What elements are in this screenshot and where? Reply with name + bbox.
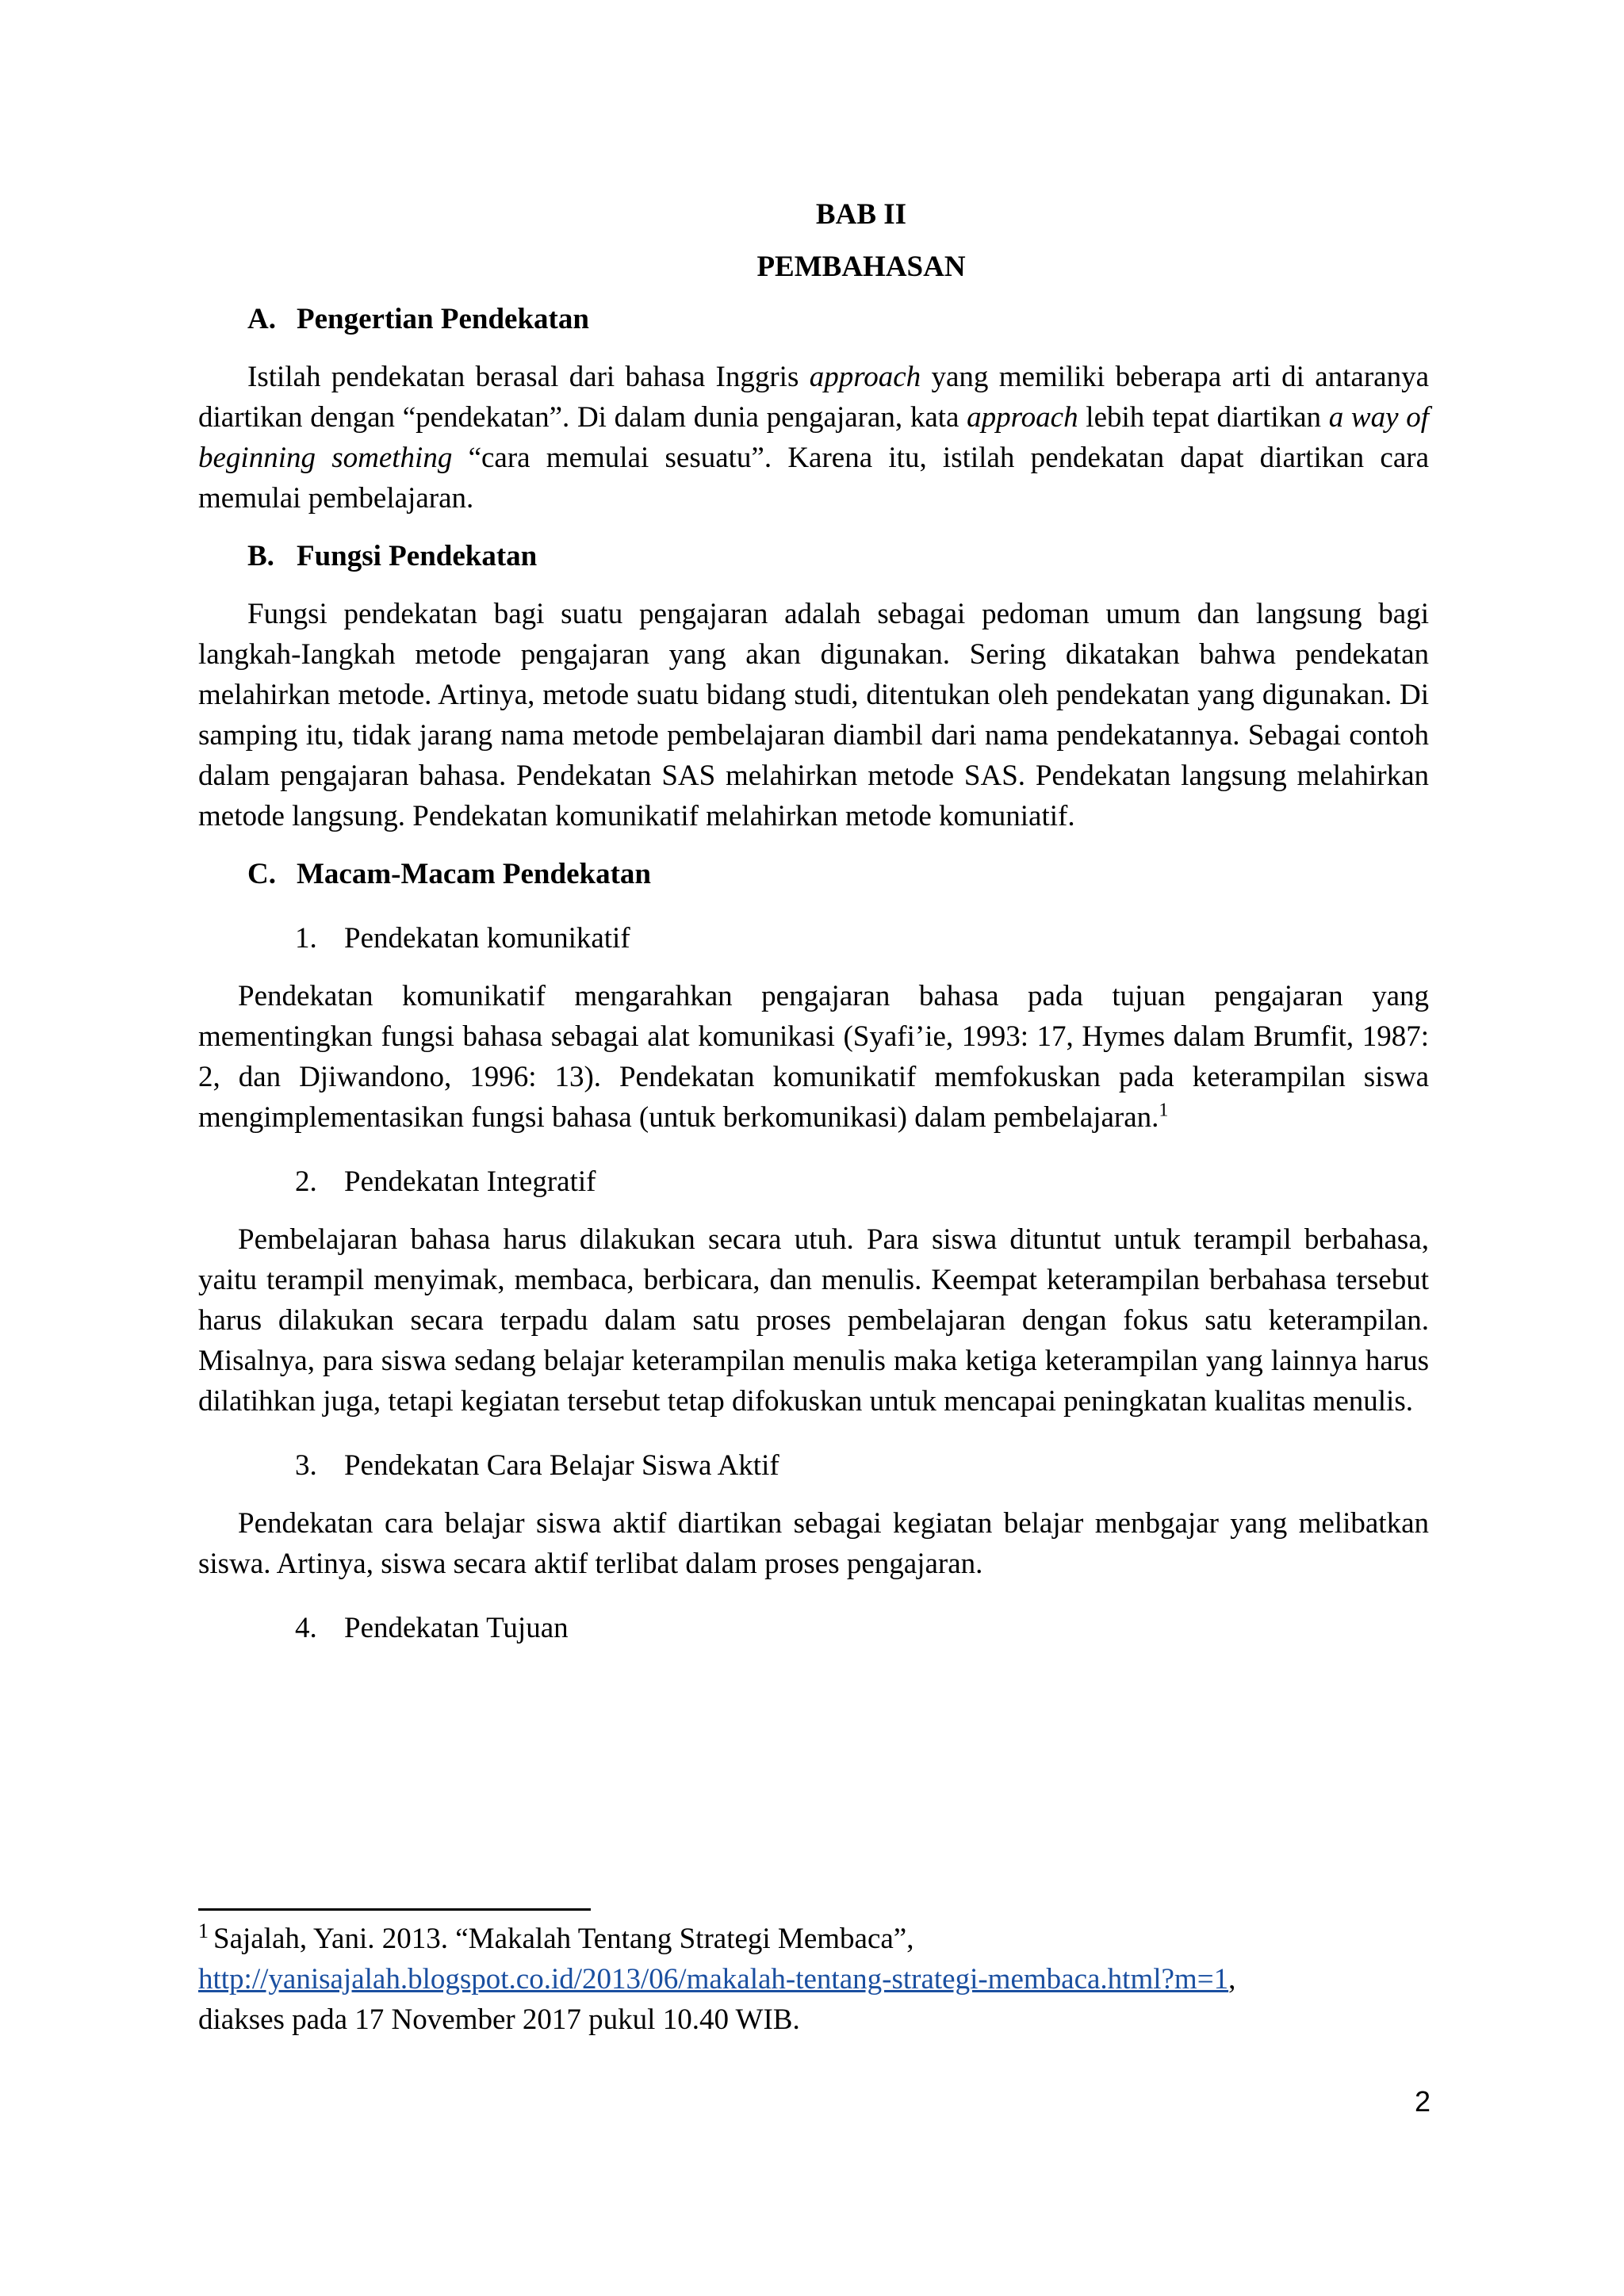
footnote [198,1919,1435,2040]
list-item-title: Pendekatan Cara Belajar Siswa Aktif [344,1449,779,1482]
page-number: 2 [1414,2085,1431,2118]
chapter-title: PEMBAHASAN [756,251,966,283]
list-item-number: 1. [295,922,317,955]
footnote-line-2 [198,1959,1435,1999]
section-c-letter: C. [247,858,276,890]
list-item-paragraph: Pendekatan cara belajar siswa aktif diartikan sebagai kegiatan belajar menbgajar yang melibatkan siswa. Artinya, siswa secara aktif terlibat dalam proses pengajaran. [198,1507,1429,1580]
section-a-heading [247,299,1429,339]
section-b-title: Fungsi Pendekatan [297,540,538,572]
footnote-citation: Sajalah, Yani. 2013. “Makalah Tentang Strategi Membaca”, [213,1923,914,1955]
footnote-mark: 1 [198,1919,209,1942]
section-a-title: Pengertian Pendekatan [297,303,589,335]
footnote-comma: , [1228,1963,1236,1996]
footnote-accessed: diakses pada 17 November 2017 pukul 10.40 WIB. [198,2003,800,2036]
list-item-heading [295,918,1429,959]
list-item-number: 4. [295,1612,317,1644]
section-a-italic-1: approach [809,361,921,393]
section-a-text-1: Istilah pendekatan berasal dari bahasa Inggris [247,361,810,393]
section-a-letter: A. [247,303,276,335]
list-item-text: Pendekatan komunikatif mengarahkan pengajaran bahasa pada tujuan pengajaran yang mementingkan fungsi bahasa sebagai alat komunikasi (Syafi’ie, 1993: 17, Hymes dalam Brumfit, 1987: 2, dan Djiwandono, 1996: 13). Pendekatan komunikatif memfokuskan pada keterampilan siswa mengimplementasikan fungsi bahasa (untuk berkomunikasi) dalam pembelajaran. [198,980,1429,1134]
footnote-line-1 [198,1919,1435,1959]
section-b-heading [247,536,1429,576]
section-c-heading [247,854,1429,894]
section-c-title: Macam-Macam Pendekatan [297,858,651,890]
list-item-title: Pendekatan komunikatif [344,922,630,955]
list-item-paragraph [198,976,1429,1138]
section-a-text-3: lebih tepat diartikan [1078,401,1329,434]
section-a-italic-3: a way of beginning something [198,401,1429,474]
list-item-heading [295,1445,1429,1486]
section-b-paragraph: Fungsi pendekatan bagi suatu pengajaran adalah sebagai pedoman umum dan langsung bagi langkah-Iangkah metode pengajaran yang akan digunakan. Sering dikatakan bahwa pendekatan melahirkan metode. Artinya, metode suatu bidang studi, ditentukan oleh pendekatan yang digunakan. Di samping itu, tidak jarang nama metode pembelajaran diambil dari nama pendekatannya. Sebagai contoh dalam pengajaran bahasa. Pendekatan SAS melahirkan metode SAS. Pendekatan langsung melahirkan metode langsung. Pendekatan komunikatif melahirkan metode komuniatif. [198,598,1429,832]
list-item-heading [295,1161,1429,1202]
section-a-text-2: yang memiliki beberapa arti di antaranya diartikan dengan “pendekatan”. Di dalam dunia pengajaran, kata [198,361,1429,434]
list-item-title: Pendekatan Integratif [344,1165,596,1198]
footnote-link[interactable]: http://yanisajalah.blogspot.co.id/2013/06/makalah-tentang-strategi-membaca.html?m=1 [198,1963,1229,1996]
list-item-number: 2. [295,1165,317,1198]
section-a-text-4: “cara memulai sesuatu”. Karena itu, istilah pendekatan dapat diartikan cara memulai pembelajaran. [198,442,1429,515]
footnote-reference[interactable]: 1 [1159,1100,1169,1121]
list-item-heading [295,1608,1429,1648]
section-a-paragraph [198,357,1429,519]
list-item-paragraph: Pembelajaran bahasa harus dilakukan secara utuh. Para siswa dituntut untuk terampil berbahasa, yaitu terampil menyimak, membaca, berbicara, dan menulis. Keempat keterampilan berbahasa tersebut harus dilakukan secara terpadu dalam satu proses pembelajaran dengan fokus satu keterampilan. Misalnya, para siswa sedang belajar keterampilan menulis maka ketiga keterampilan yang lainnya harus dilatihkan juga, tetapi kegiatan tersebut tetap difokuskan untuk mencapai peningkatan kualitas menulis. [198,1223,1429,1418]
chapter-number: BAB II [815,198,907,231]
footnote-divider [198,1908,591,1911]
section-a-italic-2: approach [967,401,1078,434]
section-b-letter: B. [247,540,274,572]
list-item-number: 3. [295,1449,317,1482]
list-item-title: Pendekatan Tujuan [344,1612,569,1644]
page-content [198,194,1429,1666]
